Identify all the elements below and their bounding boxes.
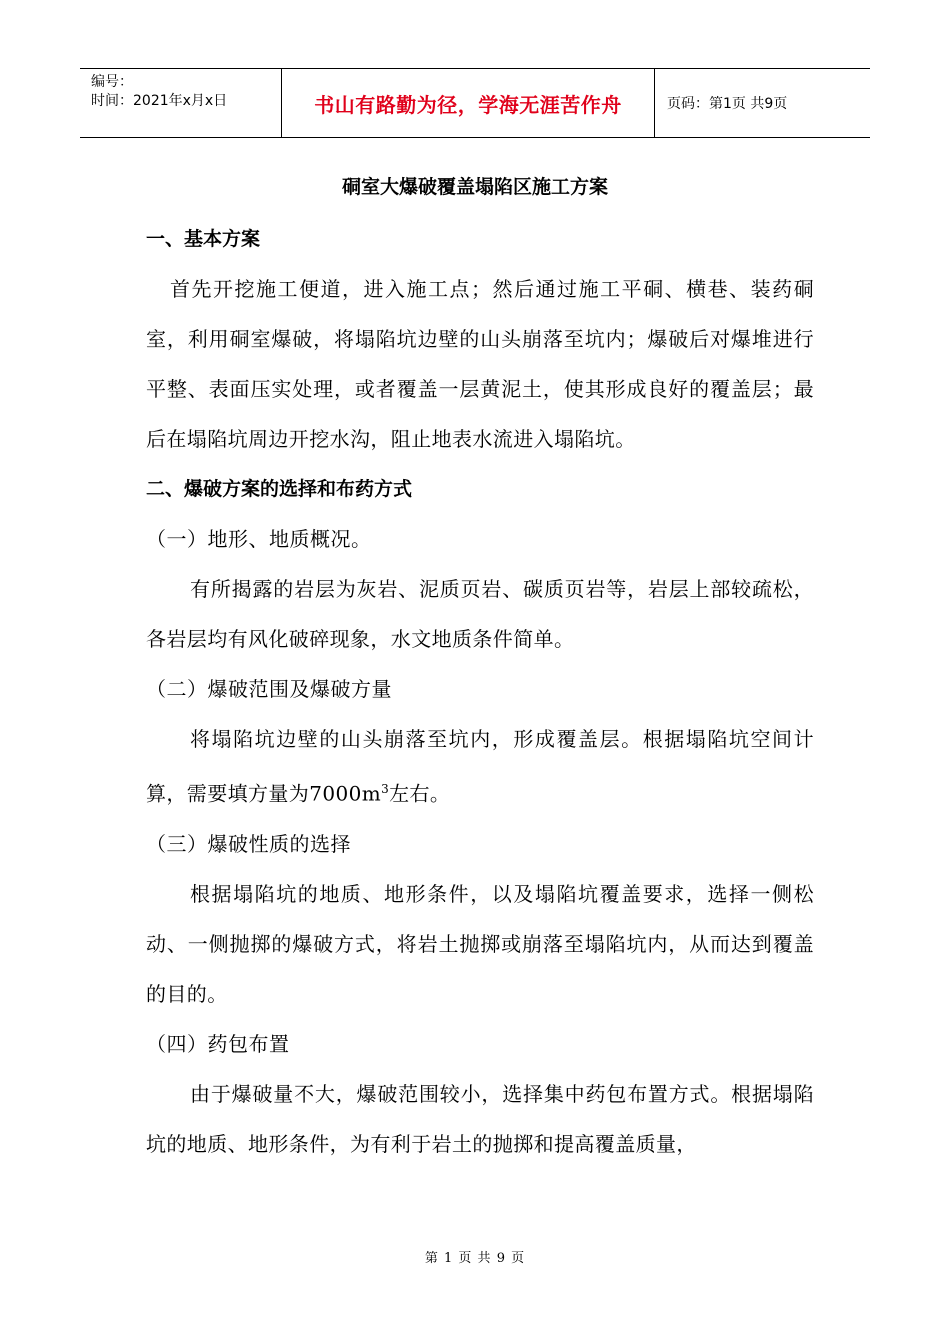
document-body [146,214,814,1169]
header-page-info: 页码：第1页 共9页 [667,96,788,112]
subheading-blast-scope: （二）爆破范围及爆破方量 [146,677,392,701]
cubic-superscript: 3 [381,782,390,796]
paragraph-basic-plan: 首先开挖施工便道，进入施工点；然后通过施工平硐、横巷、装药硐室，利用硐室爆破，将塌陷坑边壁的山头崩落至坑内；爆破后对爆堆进行平整、表面压实处理，或者覆盖一层黄泥土，使其形成良好的覆盖层；最后在塌陷坑周边开挖水沟，阻止地表水流进入塌陷坑。 [146,277,814,451]
page-footer: 第 1 页 共 9 页 [424,1251,526,1266]
document-header [80,68,870,138]
subheading-charge-layout: （四）药包布置 [146,1031,290,1056]
paragraph-terrain-geology: 有所揭露的岩层为灰岩、泥质页岩、碳质页岩等，岩层上部较疏松，各岩层均有风化破碎现象，水文地质条件简单。 [146,577,814,651]
document-title: 硐室大爆破覆盖塌陷区施工方案 [341,176,608,198]
blast-scope-text: 将塌陷坑边壁的山头崩落至坑内，形成覆盖层。根据塌陷坑空间计算，需要填方量为7000m [146,727,814,806]
date-label: 时间：2021年x月x日 [91,93,228,109]
subheading-terrain-geology: （一）地形、地质概况。 [146,527,372,551]
subheading-blast-nature: （三）爆破性质的选择 [146,831,351,856]
paragraph-blast-scope [146,714,814,819]
paragraph-charge-layout: 由于爆破量不大，爆破范围较小，选择集中药包布置方式。根据塌陷坑的地质、地形条件，为有利于岩土的抛掷和提高覆盖质量， [146,1081,814,1156]
paragraph-blast-nature: 根据塌陷坑的地质、地形条件，以及塌陷坑覆盖要求，选择一侧松动、一侧抛掷的爆破方式，将岩土抛掷或崩落至塌陷坑内，从而达到覆盖的目的。 [146,881,814,1006]
blast-scope-text-end: 左右。 [389,781,451,806]
section-heading-basic-plan: 一、基本方案 [146,228,261,250]
number-label: 编号： [91,74,133,90]
header-meta [80,69,282,137]
section-heading-blasting-plan: 二、爆破方案的选择和布药方式 [146,478,413,500]
header-motto: 书山有路勤为径，学海无涯苦作舟 [282,69,655,137]
